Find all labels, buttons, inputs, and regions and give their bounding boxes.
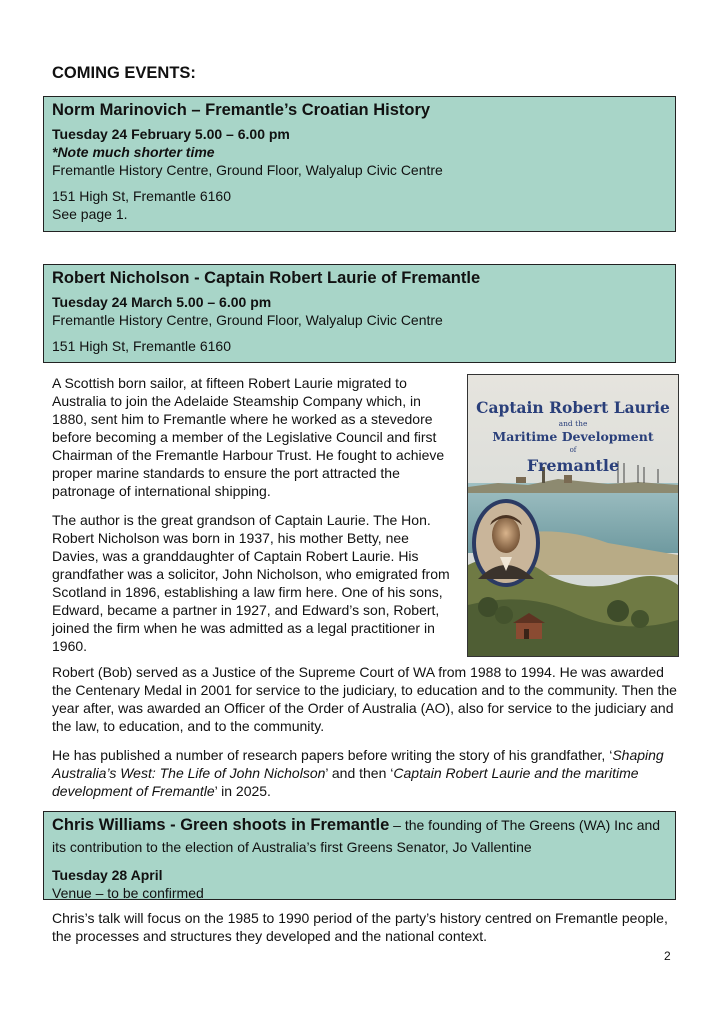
- paragraph-publications: [52, 746, 677, 800]
- page-number: 2: [664, 949, 671, 963]
- paragraph-author-bio: The author is the great grandson of Captain Laurie. The Hon. Robert Nicholson was born in 1937, his mother Betty, nee Davies, was a granddaughter of Captain Robert Laurie. His grandfather was a solicitor, John Nicholson, who emigrated from Scotland in 1896, establishing a law firm here. One of his sons, Edward, became a partner in 1927, and Edward’s son, Robert, joined the firm when he was admitted as a legal practitioner in 1960.: [52, 512, 450, 654]
- event-box-marinovich: [43, 96, 676, 232]
- paragraph-laurie-bio: A Scottish born sailor, at fifteen Robert Laurie migrated to Australia to join the Adelaide Steamship Company which, in 1880, sent him to Fremantle where he worked as a stevedore before becoming a member of the Legislative Council and first Chairman of the Fremantle Harbour Trust. He fought to achieve proper marine standards to ensure the port attracted the patronage of international shipping.: [52, 375, 445, 499]
- event-title-main: Chris Williams - Green shoots in Fremantle: [52, 816, 390, 834]
- event-venue: Fremantle History Centre, Ground Floor, Walyalup Civic Centre: [52, 162, 443, 178]
- event-title: [52, 814, 667, 858]
- book-cover-image: [467, 374, 679, 657]
- event-note: *Note much shorter time: [52, 144, 215, 160]
- cover-title-line2: and the: [558, 419, 588, 428]
- publications-text: He has published a number of research papers before writing the story of his grandfather, ‘: [52, 747, 613, 763]
- paragraph-williams-talk: Chris’s talk will focus on the 1985 to 1990 period of the party’s history centred on Fremantle people, the processes and structures they developed and the national context.: [52, 910, 668, 944]
- book-title-shaping: Shaping Australia’s West: The Life of John Nicholson: [52, 747, 664, 781]
- event-address: 151 High St, Fremantle 6160: [52, 338, 231, 354]
- paragraph-career: Robert (Bob) served as a Justice of the Supreme Court of WA from 1988 to 1994. He was awarded the Centenary Medal in 2001 for service to the judiciary, to education and to the community. Then the year after, was awarded an Officer of the Order of Australia (AO), also for service to the judiciary and the law, to education, and to the community.: [52, 664, 677, 734]
- publications-text: ’ and then ‘: [325, 765, 394, 781]
- cover-title-line4: of: [569, 446, 577, 454]
- event-address: 151 High St, Fremantle 6160: [52, 188, 231, 204]
- cover-title-line1: Captain Robert Laurie: [476, 398, 670, 417]
- cover-title-line3: Maritime Development: [492, 429, 654, 444]
- event-title: Robert Nicholson - Captain Robert Laurie of Fremantle: [52, 269, 481, 287]
- event-date: Tuesday 24 March 5.00 – 6.00 pm: [52, 294, 272, 310]
- event-title-subtitle: – the founding of The Greens (WA) Inc and its contribution to the election of Australia’s first Greens Senator, Jo Vallentine: [52, 817, 661, 855]
- event-venue: Venue – to be confirmed: [52, 885, 204, 901]
- event-venue: Fremantle History Centre, Ground Floor, Walyalup Civic Centre: [52, 312, 443, 328]
- event-date: Tuesday 28 April: [52, 867, 163, 883]
- book-title-laurie: Captain Robert Laurie and the maritime development of Fremantle: [52, 765, 639, 799]
- event-box-nicholson: [43, 264, 676, 363]
- event-extra: See page 1.: [52, 206, 128, 222]
- event-box-williams: [43, 811, 676, 900]
- event-date: Tuesday 24 February 5.00 – 6.00 pm: [52, 126, 290, 142]
- cover-title-line5: Fremantle: [526, 456, 620, 475]
- page-heading: COMING EVENTS:: [52, 64, 196, 82]
- publications-text: ’ in 2025.: [214, 783, 271, 799]
- event-title: Norm Marinovich – Fremantle’s Croatian History: [52, 101, 431, 119]
